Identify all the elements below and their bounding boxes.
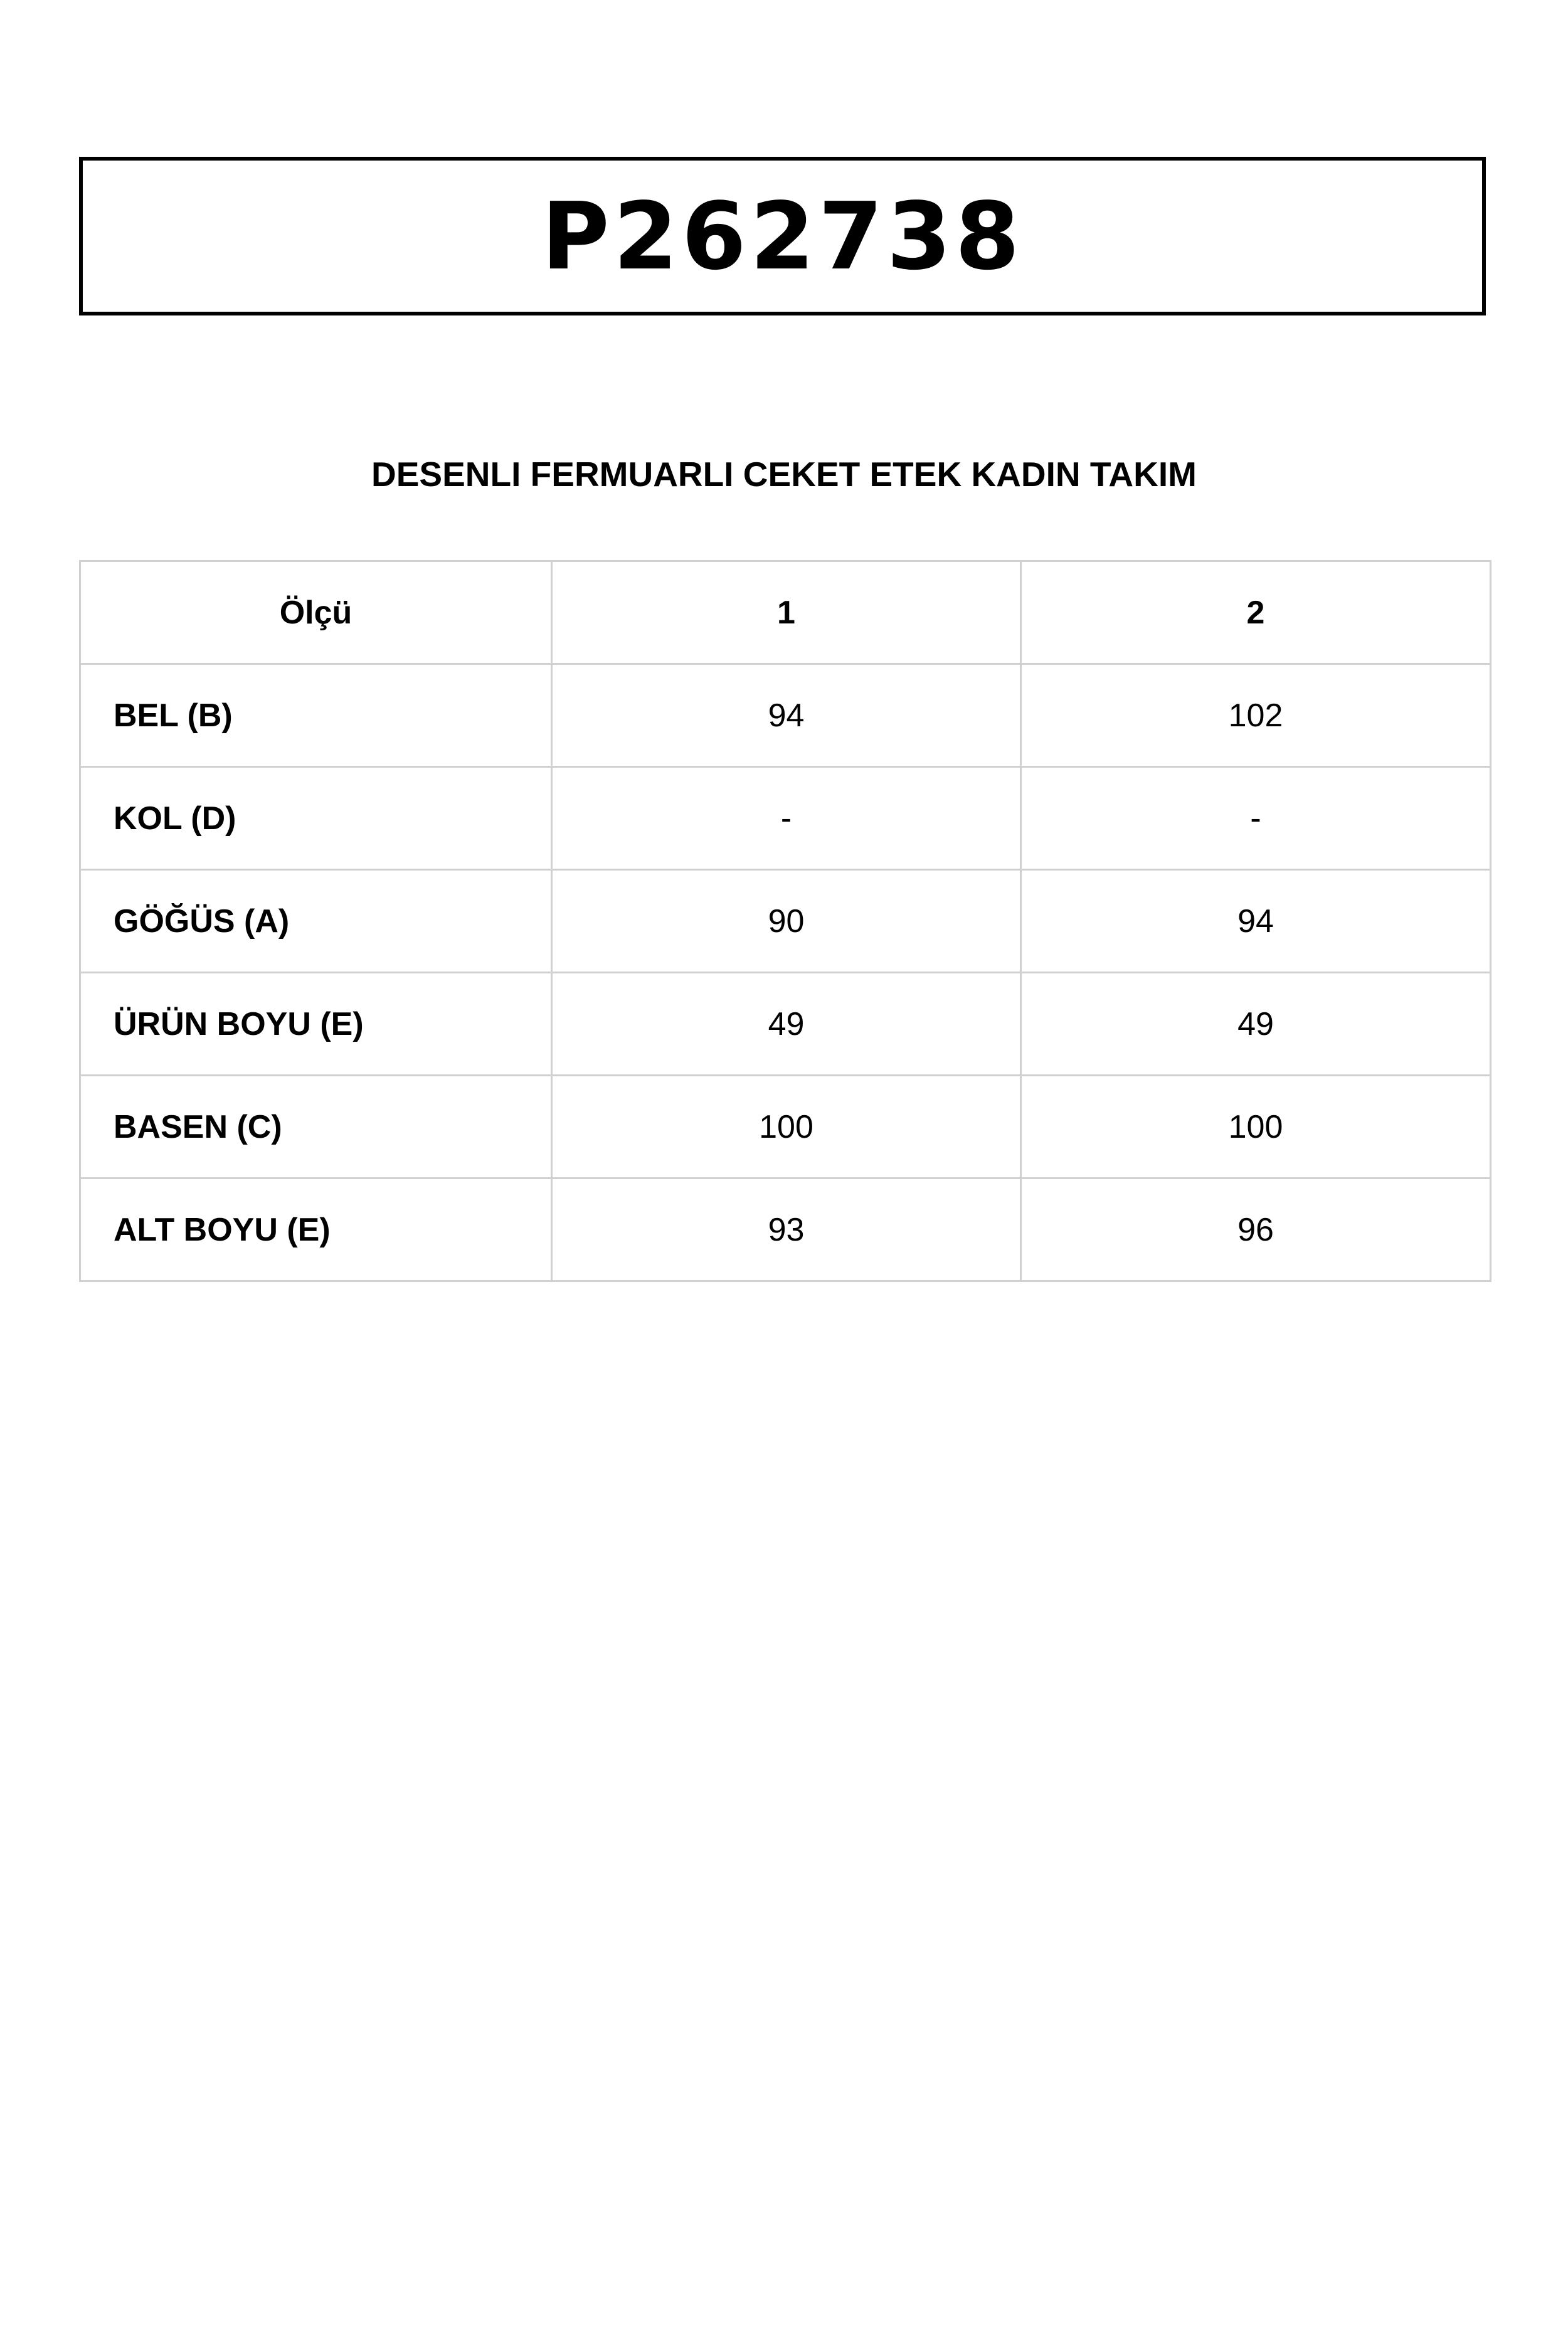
table-row [80,973,1491,1076]
table-row [80,664,1491,767]
table-cell: 94 [1021,870,1491,973]
row-label: GÖĞÜS (A) [80,870,552,973]
table-cell: - [552,767,1021,870]
table-row [80,1076,1491,1179]
product-code-box [79,157,1486,315]
table-row [80,1179,1491,1281]
size-table [79,560,1491,1282]
table-header-cell: 1 [552,561,1021,664]
table-header-cell: Ölçü [80,561,552,664]
table-cell: 100 [1021,1076,1491,1179]
product-title: DESENLI FERMUARLI CEKET ETEK KADIN TAKIM [371,455,1197,494]
table-cell: - [1021,767,1491,870]
table-cell: 102 [1021,664,1491,767]
table-cell: 94 [552,664,1021,767]
row-label: BASEN (C) [80,1076,552,1179]
row-label: ÜRÜN BOYU (E) [80,973,552,1076]
table-cell: 96 [1021,1179,1491,1281]
row-label: ALT BOYU (E) [80,1179,552,1281]
table-cell: 100 [552,1076,1021,1179]
table-cell: 93 [552,1179,1021,1281]
table-cell: 49 [552,973,1021,1076]
table-header-row [80,561,1491,664]
table-header-cell: 2 [1021,561,1491,664]
table-row [80,767,1491,870]
table-cell: 90 [552,870,1021,973]
table-cell: 49 [1021,973,1491,1076]
row-label: KOL (D) [80,767,552,870]
row-label: BEL (B) [80,664,552,767]
product-code: P262738 [541,182,1024,290]
table-row [80,870,1491,973]
